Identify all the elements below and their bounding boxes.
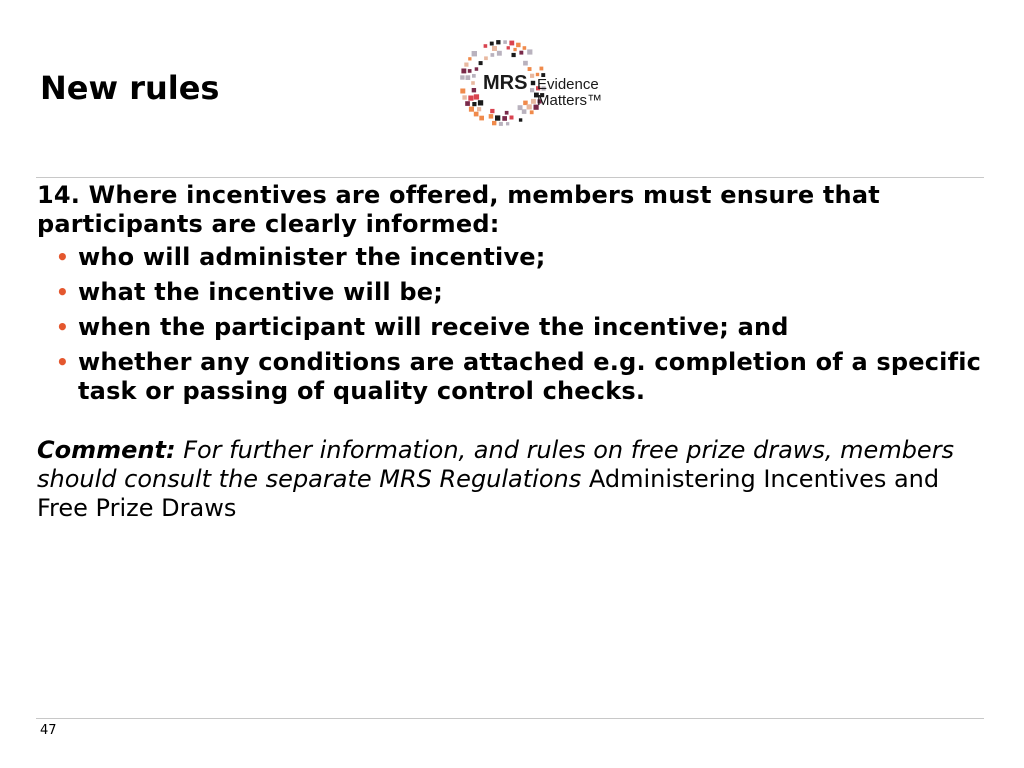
- logo-tile: [512, 53, 516, 57]
- list-item: [37, 313, 997, 342]
- logo-tile: [472, 74, 476, 78]
- footer-divider: [36, 718, 984, 719]
- logo-tile: [531, 81, 535, 85]
- logo-tile: [490, 109, 494, 113]
- logo-tile: [468, 96, 473, 101]
- logo-line2: Matters™: [537, 92, 603, 109]
- logo-tile: [531, 99, 536, 104]
- logo-tile: [507, 46, 510, 49]
- comment-italic-text: For further information, and rules on free prize draws, members should consult the separate MRS Regulations: [37, 436, 955, 493]
- logo-tile: [523, 46, 527, 50]
- logo-tile: [472, 51, 477, 56]
- mrs-evidence-matters-logo: [458, 38, 618, 128]
- comment-label: Comment:: [37, 436, 176, 464]
- bullet-icon: •: [56, 245, 69, 269]
- logo-tile: [484, 56, 488, 60]
- logo-line1: Evidence: [537, 76, 599, 93]
- logo-tile: [472, 88, 476, 92]
- logo-tile: [478, 100, 483, 105]
- logo-tile: [464, 63, 468, 67]
- logo-brand: MRS: [483, 72, 528, 94]
- bullet-text: when the participant will receive the incentive; and: [78, 313, 789, 341]
- rule-intro: 14. Where incentives are offered, members must ensure that participants are clearly informed:: [37, 181, 880, 238]
- bullet-text: what the incentive will be;: [78, 278, 444, 306]
- logo-tile: [503, 40, 507, 44]
- logo-tile: [516, 43, 521, 48]
- logo-tile: [472, 102, 476, 106]
- logo-tile: [460, 75, 464, 79]
- logo-tile: [484, 44, 488, 48]
- logo-tile: [479, 61, 483, 65]
- logo-tile: [506, 122, 509, 125]
- logo-tile: [519, 118, 522, 121]
- logo-tile: [474, 94, 479, 99]
- logo-tile: [492, 121, 496, 125]
- bullet-icon: •: [56, 315, 69, 339]
- logo-tile: [528, 67, 532, 71]
- logo-tile: [519, 51, 523, 55]
- logo-tile: [499, 122, 503, 126]
- logo-tile: [489, 114, 494, 119]
- list-item: [37, 348, 997, 406]
- logo-tile: [497, 51, 502, 56]
- logo-graphic: [458, 38, 618, 128]
- bullet-text: whether any conditions are attached e.g. completion of a specific task or passing of quality control checks.: [78, 348, 982, 405]
- logo-tile: [509, 41, 514, 46]
- logo-tile: [527, 104, 532, 109]
- logo-tile: [523, 61, 528, 66]
- logo-tile: [530, 74, 534, 78]
- logo-tile: [491, 53, 495, 57]
- logo-tile: [474, 112, 479, 117]
- logo-tile: [527, 49, 532, 54]
- list-item: [37, 243, 997, 272]
- logo-tile: [460, 89, 465, 94]
- logo-tile: [466, 75, 471, 80]
- logo-tile: [510, 116, 514, 120]
- logo-tile: [495, 115, 500, 120]
- logo-tile: [468, 69, 472, 73]
- bullet-icon: •: [56, 350, 69, 374]
- logo-tile: [540, 67, 544, 71]
- rule-bullet-list: [37, 243, 997, 406]
- logo-tile: [479, 116, 484, 121]
- logo-tile: [461, 69, 466, 74]
- logo-tile: [496, 40, 500, 44]
- logo-tile: [475, 67, 479, 71]
- logo-tile: [518, 105, 523, 110]
- logo-tile: [492, 46, 497, 51]
- comment-paragraph: [37, 436, 997, 523]
- logo-tile: [465, 101, 470, 106]
- header-divider: [36, 177, 984, 178]
- logo-tile: [468, 57, 471, 60]
- logo-tile: [530, 88, 534, 92]
- logo-tile: [522, 109, 527, 114]
- logo-tile: [490, 42, 494, 46]
- slide-title: New rules: [40, 69, 220, 107]
- logo-tile: [462, 95, 466, 99]
- slide-body: [37, 181, 997, 523]
- logo-tile: [502, 116, 507, 121]
- logo-tile: [513, 48, 516, 51]
- logo-tile: [471, 81, 475, 85]
- logo-tile: [505, 111, 509, 115]
- logo-tile: [530, 110, 534, 114]
- bullet-text: who will administer the incentive;: [78, 243, 546, 271]
- comment-plain-text: Administering Incentives and Free Prize Draws: [37, 465, 940, 522]
- logo-tile: [477, 107, 481, 111]
- list-item: [37, 278, 997, 307]
- bullet-icon: •: [56, 280, 69, 304]
- page-number: 47: [40, 723, 57, 738]
- logo-tile: [469, 107, 474, 112]
